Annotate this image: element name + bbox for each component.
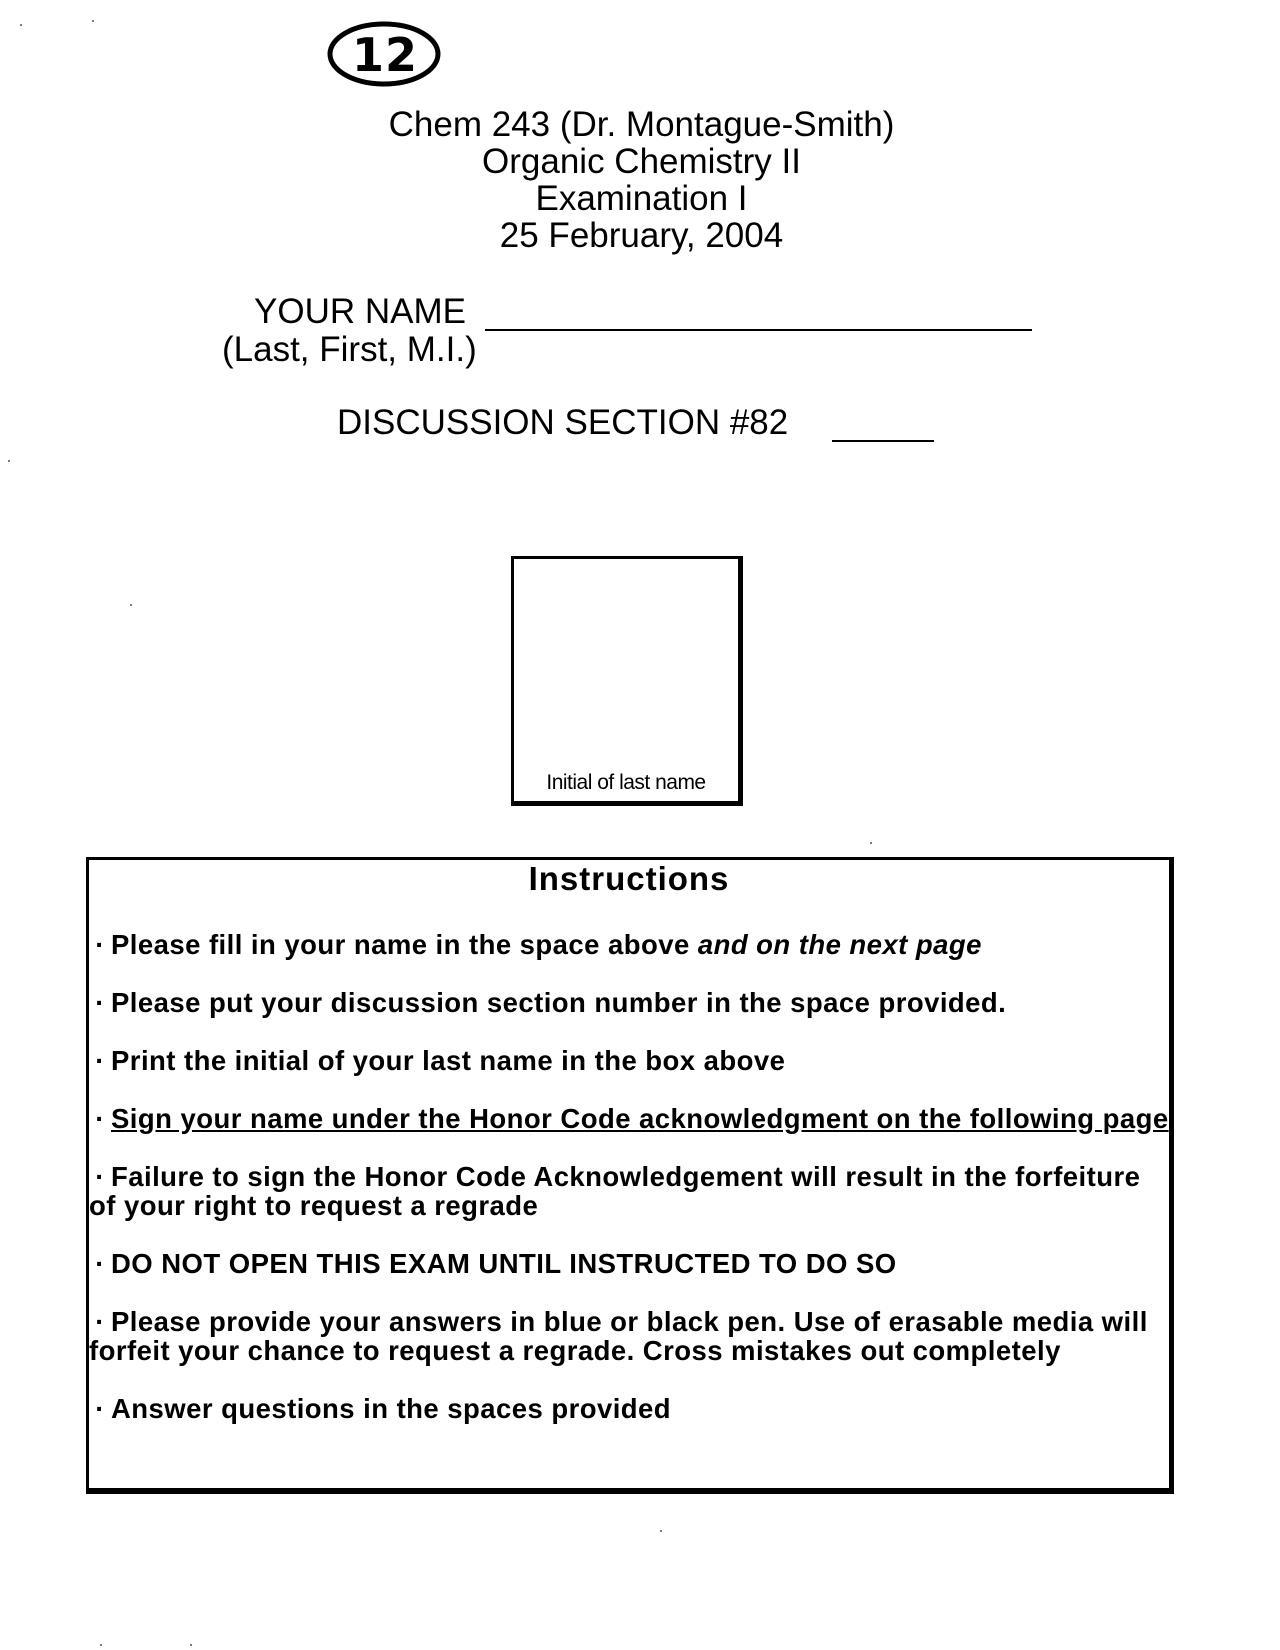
- handwritten-page-mark: [326, 18, 444, 88]
- instruction-item: [89, 1104, 1169, 1133]
- instruction-item: [89, 1162, 1169, 1220]
- scan-speck: [100, 1644, 102, 1646]
- bullet-icon: ·: [95, 929, 105, 960]
- bullet-icon: ·: [95, 1248, 105, 1279]
- instruction-text: Failure to sign the Honor Code Acknowledgement will result in the forfeiture of your right to request a regrade: [89, 1161, 1141, 1221]
- instructions-box: [86, 857, 1174, 1494]
- scan-speck: [870, 842, 872, 844]
- name-label: YOUR NAME: [254, 292, 466, 331]
- bullet-icon: ·: [95, 1161, 105, 1192]
- instruction-item: [89, 988, 1169, 1017]
- scan-speck: [660, 1530, 662, 1532]
- instruction-item: [89, 1046, 1169, 1075]
- course-name: Organic Chemistry II: [482, 142, 801, 181]
- initial-box-caption: Initial of last name: [546, 771, 706, 794]
- instruction-item: [89, 1307, 1169, 1365]
- bullet-icon: ·: [95, 1393, 105, 1424]
- scan-speck: [190, 1644, 192, 1646]
- bullet-icon: ·: [95, 1103, 105, 1134]
- initial-box[interactable]: [511, 556, 743, 806]
- instruction-item: [89, 1394, 1169, 1423]
- instruction-text: Answer questions in the spaces provided: [111, 1393, 672, 1424]
- discussion-section-label: DISCUSSION SECTION #82: [337, 403, 789, 442]
- instruction-text: Sign your name under the Honor Code acknowledgment on the following page: [111, 1103, 1169, 1134]
- instruction-text: Please fill in your name in the space above: [111, 929, 698, 960]
- instruction-item: [89, 1249, 1169, 1278]
- bullet-icon: ·: [95, 1045, 105, 1076]
- exam-title: Examination I: [535, 179, 748, 218]
- instruction-text: Please provide your answers in blue or black pen. Use of erasable media will forfeit your chance to request a regrade. Cross mistakes out completely: [89, 1306, 1148, 1366]
- instructions-list: [89, 930, 1169, 1423]
- scan-speck: [8, 460, 10, 462]
- instruction-text: Please put your discussion section number in the space provided.: [111, 987, 1007, 1018]
- instruction-emphasis: and on the next page: [697, 929, 982, 960]
- bullet-icon: ·: [95, 987, 105, 1018]
- page-mark-number: 12: [351, 28, 418, 82]
- instruction-item: [89, 930, 1169, 959]
- instructions-title: Instructions: [528, 860, 730, 897]
- discussion-section-input-line[interactable]: [832, 440, 934, 442]
- course-title: Chem 243 (Dr. Montague-Smith): [388, 105, 895, 144]
- scan-speck: [130, 604, 132, 606]
- instruction-text: Print the initial of your last name in the box above: [111, 1045, 786, 1076]
- name-format-hint: (Last, First, M.I.): [222, 330, 477, 369]
- name-input-line[interactable]: [485, 329, 1032, 331]
- instruction-text: DO NOT OPEN THIS EXAM UNTIL INSTRUCTED TO DO SO: [111, 1248, 897, 1279]
- scan-speck: [92, 20, 94, 22]
- scan-speck: [20, 24, 22, 26]
- exam-date: 25 February, 2004: [499, 216, 784, 255]
- bullet-icon: ·: [95, 1306, 105, 1337]
